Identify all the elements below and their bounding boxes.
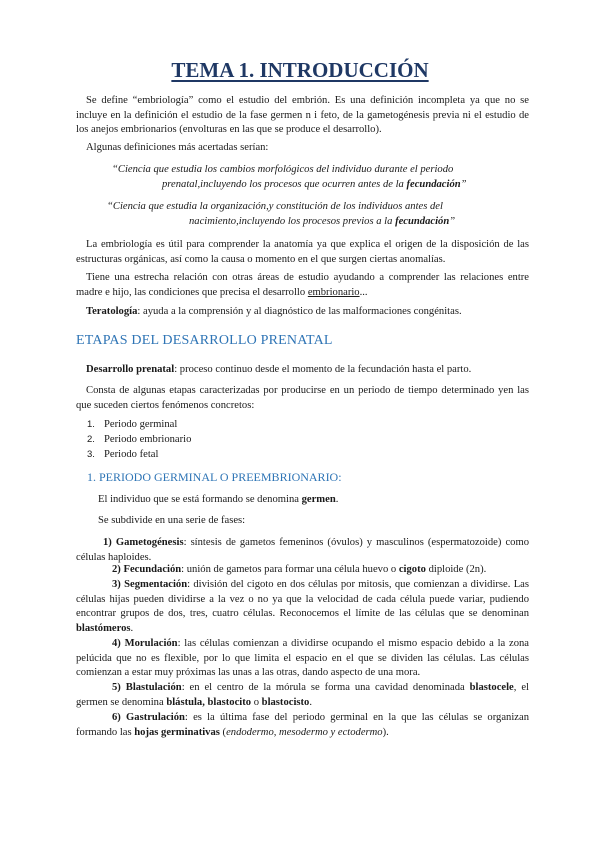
phase-fecundation: 2) Fecundación: unión de gametos para formar una célula huevo o cigoto diploide (2n).	[112, 564, 487, 575]
intro-paragraph-teratology: Teratología: ayuda a la comprensión y al diagnóstico de las malformaciones congénitas.	[86, 306, 462, 317]
list-item: 3. Periodo fetal	[87, 449, 159, 460]
phase-gastrulation: 6) Gastrulación: es la última fase del periodo germinal en la que las células se organizan formando las hojas germinativas (endodermo, mesodermo y ectodermo).	[76, 712, 529, 738]
phase-morulation: 4) Morulación: las células comienzan a dividirse ocupando el mismo espacio debido a la zona pelúcida que no es flexible, por lo que limita el espacio en el que se dividen las células. Las células comienzan a estar muy próximas las unas a las otras, dando aspecto de una mora.	[76, 638, 530, 679]
intro-paragraph-definition: Se define “embriología” como el estudio del embrión. Es una definición incompleta ya que no se incluye en la definición el estudio de la fase germen n i feto, de la gametogénesis previa ni el estudio de los anejos embrionarios (envolturas en las que se produce el desarrollo).	[76, 95, 529, 136]
section-heading-stages: ETAPAS DEL DESARROLLO PRENATAL	[76, 333, 333, 348]
intro-paragraph-usefulness: La embriología es útil para comprender la anatomía ya que explica el origen de la disposición de las estructuras orgánicas, así como la causa o momento en el que surgen ciertas anomalías.	[76, 239, 529, 265]
quote-definition-2: “Ciencia que estudia la organización,y constitución de los individuos antes del nacimiento,incluyendo los procesos previos a la fecundación”	[107, 201, 456, 227]
intro-paragraph-definitions-lead: Algunas definiciones más acertadas serían:	[86, 142, 269, 153]
section-paragraph-prenatal: Desarrollo prenatal: proceso continuo desde el momento de la fecundación hasta el parto.	[86, 364, 472, 375]
intro-paragraph-relations: Tiene una estrecha relación con otras áreas de estudio ayudando a comprender las relaciones entre madre e hijo, las condiciones que precisa el desarrollo embrionario...	[76, 272, 529, 298]
phase-gametogenesis: 1) Gametogénesis: síntesis de gametos femeninos (óvulos) y masculinos (espermatozoide) como células haploides.	[76, 537, 529, 563]
page-title: TEMA 1. INTRODUCCIÓN	[171, 58, 429, 82]
list-item: 1. Periodo germinal	[87, 419, 178, 430]
subsection-paragraph-phases: Se subdivide en una serie de fases:	[98, 515, 246, 526]
phase-segmentation: 3) Segmentación: división del cigoto en dos células por mitosis, que comienzan a dividirse. Las células hijas pueden dividirse a la vez o no ya que la velocidad de cada célula puede variar, pudiendo encontrar grupos de dos, tres, cuatro células. Reconocemos el límite de las células que se denominan blastómeros.	[76, 579, 529, 634]
subsection-heading-germinal: 1. PERIODO GERMINAL O PREEMBRIONARIO:	[87, 470, 342, 484]
list-item: 2. Periodo embrionario	[87, 434, 192, 445]
section-paragraph-stages: Consta de algunas etapas caracterizadas por producirse en un periodo de tiempo determinado yen las que suceden ciertos fenómenos concretos:	[76, 385, 529, 411]
phase-blastulation: 5) Blastulación: en el centro de la mórula se forma una cavidad denominada blastocele, el germen se denomina blástula, blastocito o blastocisto.	[76, 682, 529, 708]
subsection-paragraph-germen: El individuo que se está formando se denomina germen.	[98, 494, 339, 505]
quote-definition-1: “Ciencia que estudia los cambios morfológicos del individuo durante el periodo prenatal,incluyendo los procesos que ocurren antes de la fecundación”	[112, 164, 467, 190]
